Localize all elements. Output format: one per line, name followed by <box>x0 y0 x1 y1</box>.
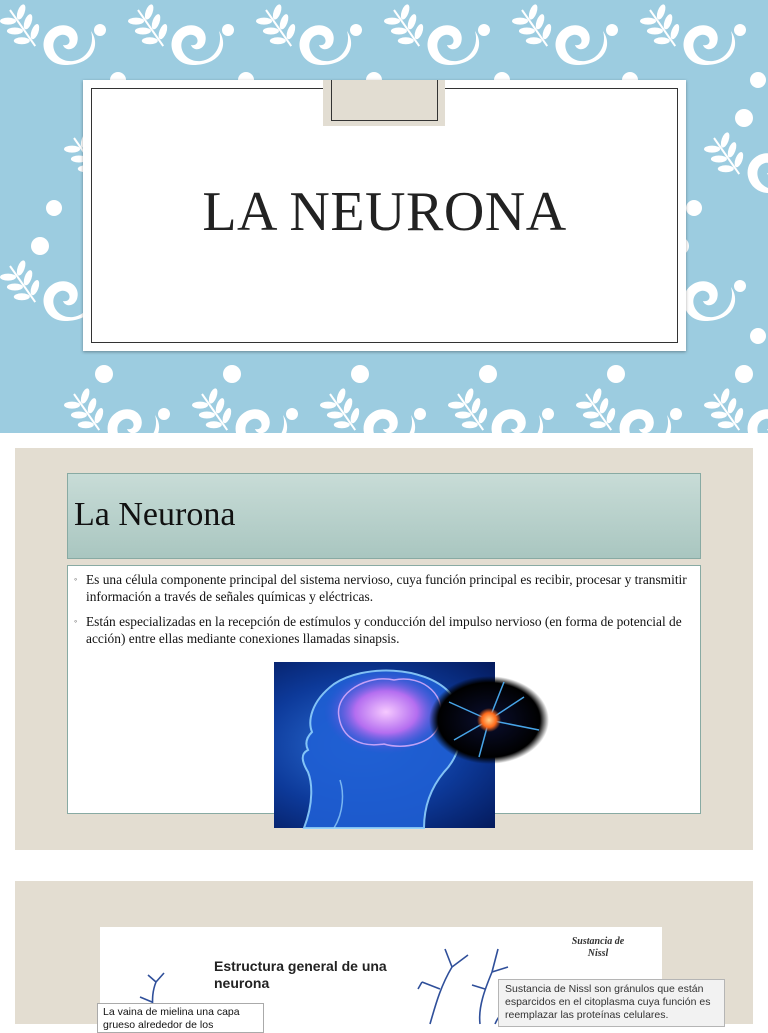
slide-content-box <box>67 565 701 814</box>
paisley-icon <box>300 25 352 65</box>
leaf-sprig-icon <box>700 385 752 440</box>
paisley-icon <box>364 409 416 449</box>
dot-icon <box>222 24 234 36</box>
dot-icon <box>686 200 702 216</box>
diagram-title: Estructura general de una neurona <box>214 958 387 991</box>
dot-icon <box>223 365 241 383</box>
diagram-slide <box>15 881 753 1031</box>
paisley-icon <box>428 25 480 65</box>
leaf-sprig-icon <box>764 1 768 56</box>
dot-icon <box>607 365 625 383</box>
dot-icon <box>750 328 766 344</box>
title-card-tab-inner <box>331 80 438 121</box>
leaf-sprig-icon <box>444 385 496 440</box>
paisley-icon <box>44 25 96 65</box>
title-slide <box>0 0 768 433</box>
dot-icon <box>95 365 113 383</box>
dot-icon <box>734 24 746 36</box>
dot-icon <box>31 237 49 255</box>
bullet-text: Es una célula componente principal del sistema nervioso, cuya función principal es recibir, procesar y transmitir información a través de señales químicas y eléctricas. <box>86 572 687 604</box>
slide-title: LA NEURONA <box>202 181 567 243</box>
paisley-icon <box>748 153 768 193</box>
dot-icon <box>606 24 618 36</box>
bullet-icon: ◦ <box>74 616 78 626</box>
dot-icon <box>286 408 298 420</box>
paisley-icon <box>492 409 544 449</box>
dot-icon <box>46 200 62 216</box>
paisley-icon <box>172 25 224 65</box>
dot-icon <box>158 408 170 420</box>
leaf-sprig-icon <box>252 1 304 56</box>
paisley-icon <box>108 409 160 449</box>
bullet-list <box>68 566 700 647</box>
paisley-icon <box>684 281 736 321</box>
paisley-icon <box>748 409 768 449</box>
title-card <box>83 80 686 351</box>
paisley-icon <box>556 25 608 65</box>
dot-icon <box>351 365 369 383</box>
brain-neuron-illustration-icon <box>274 662 495 828</box>
dot-icon <box>734 280 746 292</box>
nissl-note: Sustancia de Nissl son gránulos que están esparcidos en el citoplasma cuya función es reemplazar las proteínas celulares. <box>498 979 725 1027</box>
paisley-icon <box>236 409 288 449</box>
leaf-sprig-icon <box>0 1 49 56</box>
leaf-sprig-icon <box>508 1 560 56</box>
leaf-sprig-icon <box>316 385 368 440</box>
dot-icon <box>414 408 426 420</box>
paisley-icon <box>684 25 736 65</box>
dot-icon <box>478 24 490 36</box>
bullet-item <box>74 613 690 647</box>
dot-icon <box>670 408 682 420</box>
dot-icon <box>479 365 497 383</box>
paisley-icon <box>620 409 672 449</box>
dot-icon <box>735 109 753 127</box>
myelin-note: La vaina de mielina una capa grueso alrededor de los <box>97 1003 264 1033</box>
bullet-icon: ◦ <box>74 574 78 584</box>
dot-icon <box>750 72 766 88</box>
leaf-sprig-icon <box>764 257 768 312</box>
leaf-sprig-icon <box>572 385 624 440</box>
slide-heading: La Neurona <box>74 496 236 533</box>
dot-icon <box>735 365 753 383</box>
leaf-sprig-icon <box>188 385 240 440</box>
dot-icon <box>542 408 554 420</box>
leaf-sprig-icon <box>0 257 49 312</box>
dot-icon <box>94 24 106 36</box>
leaf-sprig-icon <box>124 1 176 56</box>
bullet-item <box>74 571 690 605</box>
leaf-sprig-icon <box>636 1 688 56</box>
bullet-text: Están especializadas en la recepción de estímulos y conducción del impulso nervioso (en forma de potencial de acción) entre ellas mediante conexiones llamadas sinapsis. <box>86 614 682 646</box>
dot-icon <box>350 24 362 36</box>
nissl-label: Sustancia de Nissl <box>571 936 625 959</box>
leaf-sprig-icon <box>380 1 432 56</box>
leaf-sprig-icon <box>60 385 112 440</box>
leaf-sprig-icon <box>764 513 768 568</box>
leaf-sprig-icon <box>700 129 752 184</box>
content-slide <box>15 448 753 850</box>
slide-heading-box <box>67 473 701 559</box>
